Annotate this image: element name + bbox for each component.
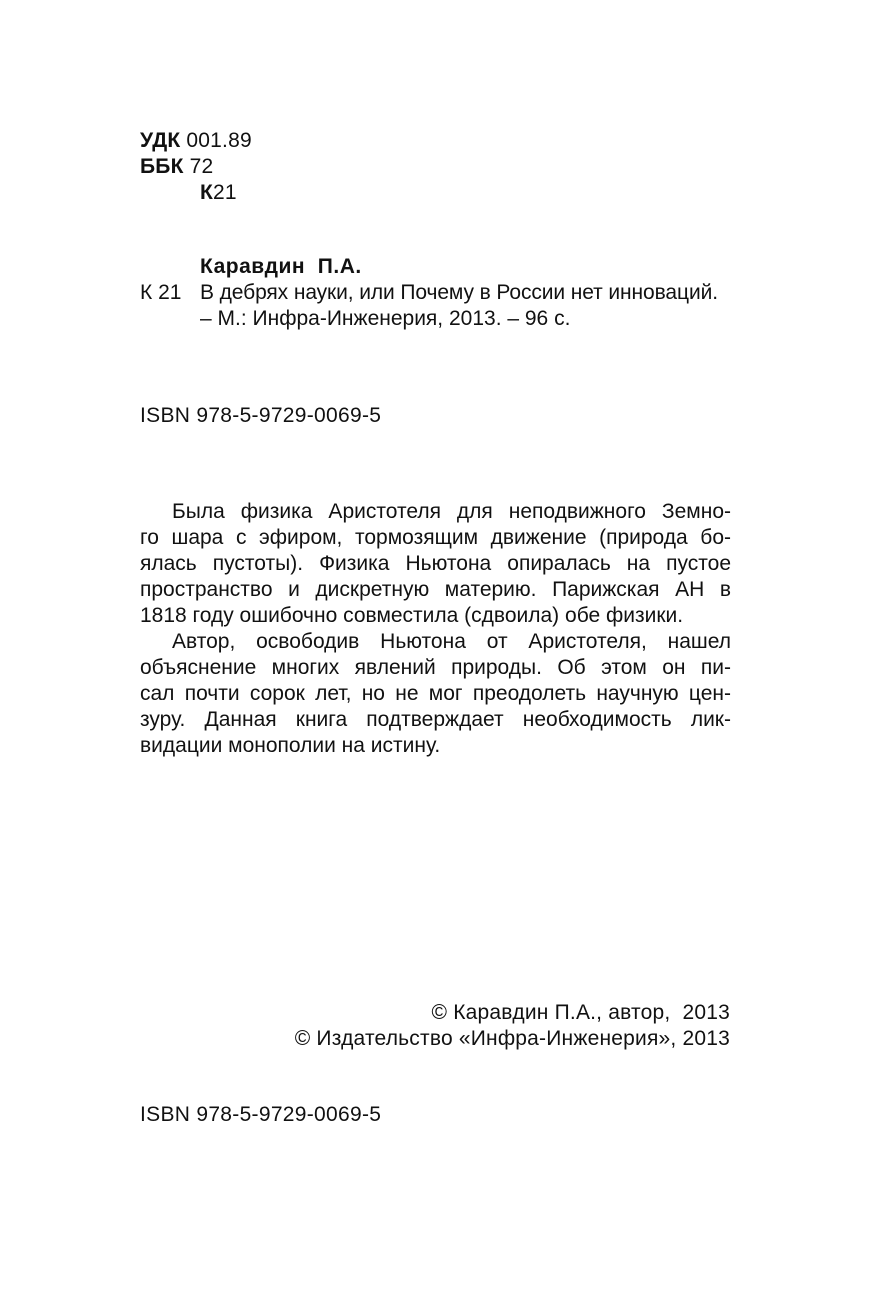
author-mark-number: 21 [213,181,237,204]
abstract-line: видации монополии на истину. [140,734,441,757]
copyright-author: © Каравдин П.А., автор, 2013 [431,1001,730,1024]
udk-label: УДК [140,129,181,152]
abstract-line: го шара с эфиром, тормозящим движение (природа бо- [140,526,731,549]
udk-line [140,128,252,154]
abstract-line: пространство и дискретную материю. Парижская АН в [140,578,731,601]
author-heading [200,254,362,280]
copyright-publisher: © Издательство «Инфра-Инженерия», 2013 [294,1027,730,1050]
abstract-line: зуру. Данная книга подтверждает необходимость лик- [140,708,731,731]
bbk-value: 72 [189,155,214,178]
bbk-label: ББК [140,155,184,178]
abstract-line: 1818 году ошибочно совместила (сдвоила) обе физики. [140,604,684,627]
abstract-line: Автор, освободив Ньютона от Аристотеля, нашел [172,630,731,653]
abstract-line: Была физика Аристотеля для неподвижного Земно- [172,500,731,523]
author-mark-line [200,180,237,206]
book-title: В дебрях науки, или Почему в России нет инноваций. [200,281,718,304]
author-mark-ref: К 21 [140,281,182,304]
isbn-bottom: ISBN 978-5-9729-0069-5 [140,1103,382,1126]
bbk-line [140,154,213,180]
author-mark-letter: К [200,181,214,204]
abstract [140,499,731,759]
author-name: Каравдин П.А. [200,255,362,278]
imprint: – М.: Инфра-Инженерия, 2013. – 96 с. [200,307,571,330]
abstract-line: сал почти сорок лет, но не мог преодолеть научную цен- [140,682,731,705]
abstract-line: объяснение многих явлений природы. Об этом он пи- [140,656,731,679]
isbn-top: ISBN 978-5-9729-0069-5 [140,404,382,427]
abstract-line: ялась пустоты). Физика Ньютона опиралась на пустое [140,552,731,575]
udk-value: 001.89 [186,129,252,152]
